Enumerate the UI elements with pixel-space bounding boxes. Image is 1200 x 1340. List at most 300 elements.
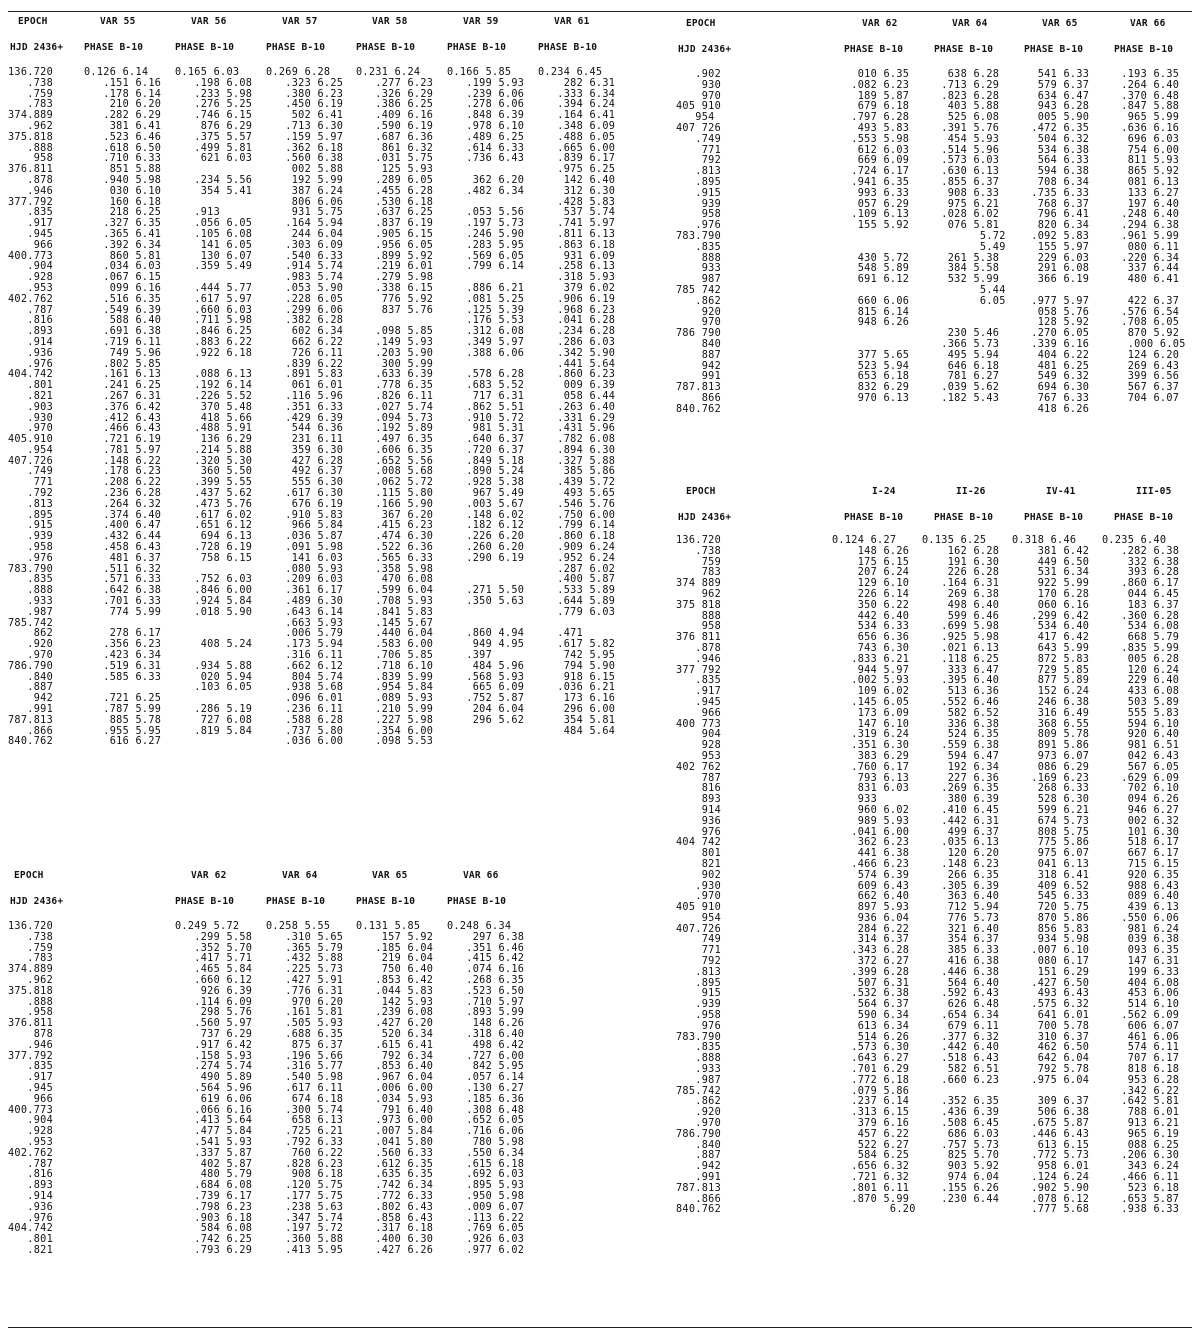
phase-mag-cell: .724 6.17	[832, 166, 910, 178]
phase-mag-cell: .902 5.90	[1012, 1182, 1090, 1194]
phase-mag-cell: 002 5.88	[266, 164, 344, 176]
phase-mag-cell: .198 6.08	[175, 77, 253, 89]
phase-mag-cell	[922, 405, 1006, 416]
phase-mag-cell: .575 6.32	[1012, 999, 1090, 1011]
phase-mag-cell: 380 6.39	[922, 794, 1000, 806]
phase-mag-cell: .585 6.33	[84, 671, 162, 683]
phase-mag-cell: 804 5.74	[266, 671, 344, 683]
epoch-cell: 402 762	[676, 761, 722, 773]
phase-mag-cell: 809 5.78	[1012, 729, 1090, 741]
phase-mag-cell: 498 6.42	[447, 1039, 525, 1051]
phase-header: PHASE B-10	[1114, 512, 1174, 523]
epoch-cell: .862	[676, 1096, 722, 1108]
epoch-cell: .970	[676, 891, 722, 903]
epoch-cell: 953	[676, 750, 722, 762]
phase-mag-cell: .837 6.19	[356, 218, 434, 230]
phase-mag-cell: 454 5.93	[922, 133, 1000, 145]
phase-mag-cell: .196 5.66	[266, 1050, 344, 1062]
phase-mag-cell: 160 6.18	[84, 196, 162, 208]
phase-mag-cell: 588 6.40	[84, 315, 162, 327]
phase-mag-cell: 913 6.21	[1102, 1118, 1180, 1130]
phase-mag-cell: 903 5.92	[922, 1161, 1000, 1173]
phase-mag-cell: .413 5.95	[266, 1244, 344, 1256]
epoch-cell: .987	[676, 1074, 722, 1086]
phase-mag-cell: 5.49	[922, 241, 1006, 253]
phase-mag-cell: .103 6.05	[175, 682, 253, 694]
phase-mag-cell: 792 6.34	[356, 1050, 434, 1062]
phase-mag-cell: .615 6.41	[356, 1039, 434, 1051]
phase-mag-cell: .148 6.22	[84, 455, 162, 467]
phase-mag-cell: .552 6.46	[922, 696, 1000, 708]
phase-mag-cell: .380 6.23	[266, 88, 344, 100]
epoch-cell: 136.720	[676, 535, 722, 546]
phase-mag-cell: .370 6.48	[1102, 90, 1180, 102]
phase-mag-cell: 337 6.44	[1102, 263, 1180, 275]
phase-mag-cell: .573 6.30	[832, 1042, 910, 1054]
epoch-cell: .787	[8, 1158, 54, 1170]
phase-mag-cell: .376 6.42	[84, 401, 162, 413]
phase-mag-cell: .446 6.43	[1012, 1128, 1090, 1140]
phase-mag-cell: .317 6.18	[356, 1223, 434, 1235]
phase-mag-cell: 794 5.90	[538, 660, 616, 672]
phase-mag-cell: .349 5.97	[447, 336, 525, 348]
phase-mag-cell: .635 6.35	[356, 1169, 434, 1181]
phase-mag-cell: 268 6.33	[1012, 783, 1090, 795]
phase-mag-cell: 818 6.18	[1102, 1064, 1180, 1076]
phase-mag-cell: 775 5.86	[1012, 837, 1090, 849]
phase-mag-cell: .508 6.45	[922, 1118, 1000, 1130]
epoch-cell: .888	[8, 585, 54, 597]
phase-mag-cell: 712 5.94	[922, 902, 1000, 914]
phase-mag-cell: 261 5.38	[922, 252, 1000, 264]
phase-mag-cell: 669 6.09	[832, 155, 910, 167]
epoch-cell: 783.790	[8, 563, 54, 575]
phase-mag-cell: 865 5.92	[1102, 166, 1180, 178]
phase-mag-cell: .826 6.11	[356, 390, 434, 402]
phase-mag-cell: .270 6.05	[1012, 328, 1090, 340]
epoch-column	[676, 536, 721, 1216]
phase-mag-cell: .423 6.34	[84, 650, 162, 662]
phase-mag-cell: 409 6.52	[1012, 880, 1090, 892]
phase-mag-cell: .636 6.16	[1102, 122, 1180, 134]
phase-mag-cell: .409 6.16	[356, 110, 434, 122]
phase-mag-cell: .559 6.38	[922, 740, 1000, 752]
phase-mag-cell: 005 5.90	[1012, 112, 1090, 124]
phase-mag-cell: .008 5.68	[356, 466, 434, 478]
phase-header: PHASE B-10	[266, 42, 326, 53]
phase-mag-cell: .799 6.14	[447, 261, 525, 273]
phase-header: PHASE B-10	[84, 42, 144, 53]
phase-mag-cell: .158 5.93	[175, 1050, 253, 1062]
phase-mag-cell: .356 6.23	[84, 639, 162, 651]
phase-mag-cell: 792 5.78	[1012, 1064, 1090, 1076]
phase-mag-cell: .067 6.15	[84, 272, 162, 284]
phase-mag-cell: .739 6.17	[175, 1190, 253, 1202]
phase-mag-cell: 811 5.93	[1102, 155, 1180, 167]
phase-mag-cell: .228 6.05	[266, 293, 344, 305]
phase-mag-cell: 142 5.93	[356, 996, 434, 1008]
phase-mag-cell: .241 6.25	[84, 380, 162, 392]
var-header: VAR 66	[1130, 18, 1166, 29]
phase-mag-cell: 694 6.30	[1012, 382, 1090, 394]
phase-mag-cell: .617 6.11	[266, 1082, 344, 1094]
phase-mag-cell: 643 5.99	[1012, 642, 1090, 654]
phase-mag-cell: .660 6.12	[175, 974, 253, 986]
epoch-cell: .801	[8, 1234, 54, 1246]
epoch-cell: 792	[676, 155, 722, 167]
phase-mag-cell: 300 5.99	[356, 358, 434, 370]
phase-mag-cell: .489 6.30	[266, 596, 344, 608]
phase-mag-cell: 269 6.38	[922, 588, 1000, 600]
phase-mag-cell: .546 5.76	[538, 498, 616, 510]
phase-mag-cell: .006 5.79	[266, 628, 344, 640]
phase-mag-cell: .683 5.52	[447, 380, 525, 392]
phase-mag-cell: .197 5.72	[266, 1223, 344, 1235]
phase-mag-cell: 191 6.30	[922, 556, 1000, 568]
phase-mag-cell: .450 6.19	[266, 99, 344, 111]
phase-mag-cell: .488 6.05	[538, 131, 616, 143]
phase-mag-cell: 564 6.37	[832, 999, 910, 1011]
phase-mag-cell: .523 6.50	[447, 985, 525, 997]
epoch-cell: .914	[8, 336, 54, 348]
phase-mag-cell: .313 6.15	[832, 1107, 910, 1119]
epoch-cell: 787.813	[676, 382, 722, 394]
phase-mag-cell: 694 6.13	[175, 531, 253, 543]
epoch-cell: .888	[8, 996, 54, 1008]
epoch-cell: .946	[8, 1039, 54, 1051]
phase-mag-cell: .823 6.28	[922, 90, 1000, 102]
epoch-cell: .976	[8, 358, 54, 370]
phase-mag-cell	[922, 1205, 999, 1216]
phase-mag-cell: 061 6.01	[266, 380, 344, 392]
phase-mag-cell: 197 6.40	[1102, 198, 1180, 210]
phase-mag-cell: .787 5.99	[84, 704, 162, 716]
phase-mag-cell: 891 5.86	[1012, 740, 1090, 752]
epoch-cell: .887	[676, 1150, 722, 1162]
phase-mag-cell: .148 6.23	[922, 858, 1000, 870]
phase-mag-cell: .737 5.80	[266, 725, 344, 737]
phase-mag-cell: .002 5.93	[832, 675, 910, 687]
phase-mag-cell: .746 6.15	[175, 110, 253, 122]
phase-mag-cell: .781 5.97	[84, 444, 162, 456]
phase-mag-cell: 379 6.16	[832, 1118, 910, 1130]
phase-mag-cell: .343 6.28	[832, 945, 910, 957]
phase-mag-cell: .550 6.34	[447, 1147, 525, 1159]
phase-mag-cell: .615 6.18	[447, 1158, 525, 1170]
phase-mag-cell: .021 6.13	[922, 642, 1000, 654]
phase-mag-cell: 908 6.18	[266, 1169, 344, 1181]
phase-mag-cell: .565 6.33	[356, 552, 434, 564]
phase-mag-cell: .338 6.15	[356, 282, 434, 294]
epoch-header: EPOCH	[18, 16, 48, 27]
phase-mag-cell: 965 6.19	[1102, 1128, 1180, 1140]
phase-mag-cell: .410 6.45	[922, 804, 1000, 816]
phase-mag-cell: 0.231 6.24	[356, 67, 421, 78]
phase-mag-cell: 720 5.75	[1012, 902, 1090, 914]
phase-mag-cell: 009 6.39	[538, 380, 616, 392]
phase-mag-cell: 129 6.10	[832, 578, 910, 590]
phase-mag-cell: .910 5.83	[266, 509, 344, 521]
phase-mag-cell: .846 6.25	[175, 326, 253, 338]
phase-mag-cell: 296 6.00	[538, 704, 616, 716]
phase-mag-cell: .206 6.30	[1102, 1150, 1180, 1162]
phase-mag-cell: .267 6.31	[84, 390, 162, 402]
epoch-cell: .840	[676, 1139, 722, 1151]
phase-mag-cell: .118 6.25	[922, 653, 1000, 665]
phase-mag-cell: 427 6.28	[266, 455, 344, 467]
epoch-cell: 404.742	[8, 369, 54, 381]
phase-mag-cell: 297 6.38	[447, 931, 525, 943]
phase-mag-cell: 318 6.41	[1012, 869, 1090, 881]
data-column	[832, 70, 909, 416]
phase-mag-cell: 958 6.01	[1012, 1161, 1090, 1173]
var-header: VAR 62	[191, 870, 227, 881]
phase-mag-cell: 702 6.10	[1102, 783, 1180, 795]
phase-mag-cell: 707 6.17	[1102, 1053, 1180, 1065]
phase-mag-cell: 567 6.05	[1102, 761, 1180, 773]
phase-mag-cell: .299 5.58	[175, 931, 253, 943]
epoch-cell: 374.889	[8, 110, 54, 122]
epoch-cell: .920	[676, 1107, 722, 1119]
phase-mag-cell: 151 6.29	[1012, 966, 1090, 978]
phase-mag-cell: .035 6.13	[922, 837, 1000, 849]
phase-mag-cell	[1102, 405, 1186, 416]
phase-mag-cell: .540 6.33	[266, 250, 344, 262]
phase-mag-cell: .523 6.46	[84, 131, 162, 143]
phase-mag-cell: 613 6.15	[1012, 1139, 1090, 1151]
phase-mag-cell: .499 5.81	[175, 142, 253, 154]
phase-mag-cell: .772 6.18	[832, 1074, 910, 1086]
phase-mag-cell: 832 6.29	[832, 382, 910, 394]
epoch-cell: 888	[676, 610, 722, 622]
phase-mag-cell: 676 6.19	[266, 498, 344, 510]
phase-mag-cell: .614 6.33	[447, 142, 525, 154]
phase-mag-cell: 791 6.40	[356, 1104, 434, 1116]
phase-mag-cell: 109 6.02	[832, 686, 910, 698]
phase-mag-cell: .488 5.91	[175, 423, 253, 435]
phase-mag-cell: .530 6.18	[356, 196, 434, 208]
phase-mag-cell: .400 6.47	[84, 520, 162, 532]
phase-mag-cell: .176 5.53	[447, 315, 525, 327]
phase-mag-cell: 715 6.15	[1102, 858, 1180, 870]
epoch-cell: 136.720	[8, 921, 54, 932]
phase-mag-cell: 041 6.13	[1012, 858, 1090, 870]
phase-mag-cell: .590 6.19	[356, 120, 434, 132]
phase-mag-cell: .442 6.31	[922, 815, 1000, 827]
phase-mag-cell: 0.126 6.14	[84, 67, 149, 78]
phase-mag-cell: 534 6.08	[1102, 621, 1180, 633]
phase-mag-cell: 058 6.44	[538, 390, 616, 402]
phase-mag-cell: .553 5.98	[832, 133, 910, 145]
data-column	[1012, 536, 1089, 1216]
phase-mag-cell: .516 6.35	[84, 293, 162, 305]
phase-mag-cell: .268 6.35	[447, 974, 525, 986]
phase-mag-cell: .248 6.40	[1102, 209, 1180, 221]
data-column	[922, 70, 1006, 416]
var-header: VAR 59	[463, 16, 499, 27]
epoch-cell: .813	[8, 498, 54, 510]
phase-mag-cell: .846 6.00	[175, 585, 253, 597]
phase-header: PHASE B-10	[356, 896, 416, 907]
phase-mag-cell: 010 6.35	[832, 69, 910, 80]
phase-mag-cell: .776 6.31	[266, 985, 344, 997]
epoch-cell: .738	[676, 545, 722, 557]
phase-mag-cell: 030 6.10	[84, 185, 162, 197]
phase-mag-cell: .961 5.99	[1102, 230, 1180, 242]
phase-mag-cell: .429 6.39	[266, 412, 344, 424]
phase-mag-cell: .081 5.25	[447, 293, 525, 305]
epoch-cell: 966	[676, 707, 722, 719]
phase-mag-cell: 0.235 6.40	[1102, 535, 1167, 546]
phase-mag-cell: 457 6.22	[832, 1128, 910, 1140]
phase-mag-cell: 226 6.28	[922, 567, 1000, 579]
epoch-column	[676, 70, 721, 416]
phase-mag-cell: .617 5.82	[538, 639, 616, 651]
phase-mag-cell: .027 5.74	[356, 401, 434, 413]
epoch-cell: .939	[676, 999, 722, 1011]
epoch-cell: 405.910	[8, 434, 54, 446]
phase-mag-cell: 825 5.70	[922, 1150, 1000, 1162]
epoch-cell: 374.889	[8, 964, 54, 976]
phase-mag-cell: .660 6.23	[922, 1074, 1000, 1086]
phase-mag-cell: .606 6.35	[356, 444, 434, 456]
phase-mag-cell: 758 6.15	[175, 552, 253, 564]
phase-mag-cell: .802 6.43	[356, 1201, 434, 1213]
phase-mag-cell: .327 6.35	[84, 218, 162, 230]
phase-mag-cell: 207 6.24	[832, 567, 910, 579]
phase-mag-cell: .000 6.05	[1102, 338, 1186, 350]
epoch-cell: .917	[676, 686, 722, 698]
phase-mag-cell: 918 6.15	[538, 671, 616, 683]
var-header: VAR 66	[463, 870, 499, 881]
phase-mag-cell: .287 6.02	[538, 563, 616, 575]
phase-mag-cell: 875 6.37	[266, 1039, 344, 1051]
phase-mag-cell: 815 6.14	[832, 306, 910, 318]
phase-header: PHASE B-10	[844, 44, 904, 55]
phase-mag-cell: .098 5.85	[356, 326, 434, 338]
epoch-cell: 966	[8, 1093, 54, 1105]
phase-mag-cell: .699 5.98	[922, 621, 1000, 633]
phase-mag-cell: 136 6.29	[175, 434, 253, 446]
epoch-cell: .942	[676, 1161, 722, 1173]
epoch-cell: .970	[8, 650, 54, 662]
phase-mag-cell: .533 5.89	[538, 585, 616, 597]
phase-mag-cell: .263 6.40	[538, 401, 616, 413]
phase-mag-cell: 402 5.87	[175, 1158, 253, 1170]
phase-mag-cell: .286 5.19	[175, 704, 253, 716]
epoch-cell: 840	[676, 338, 722, 350]
phase-mag-cell: 6.05	[922, 295, 1006, 307]
epoch-cell: 888	[676, 252, 722, 264]
phase-mag-cell: 442 6.40	[832, 610, 910, 622]
phase-mag-cell: .782 6.08	[538, 434, 616, 446]
phase-mag-cell: .713 6.29	[922, 79, 1000, 91]
phase-mag-cell: 626 6.48	[922, 999, 1000, 1011]
epoch-cell: 400.773	[8, 1104, 54, 1116]
phase-mag-cell: .041 6.28	[538, 315, 616, 327]
epoch-cell: .866	[8, 725, 54, 737]
phase-mag-cell: 507 6.31	[832, 977, 910, 989]
epoch-cell: 914	[676, 804, 722, 816]
phase-mag-cell: 970 6.13	[832, 392, 910, 404]
epoch-cell: 920	[676, 306, 722, 318]
phase-mag-cell: .891 5.83	[266, 369, 344, 381]
phase-mag-cell: 162 6.28	[922, 545, 1000, 557]
phase-mag-cell: 582 6.52	[922, 707, 1000, 719]
phase-mag-cell: 584 6.25	[832, 1150, 910, 1162]
phase-mag-cell: 403 5.88	[922, 101, 1000, 113]
phase-mag-cell: .342 6.22	[1102, 1085, 1180, 1097]
phase-mag-cell: 081 6.13	[1102, 176, 1180, 188]
phase-mag-cell: .392 6.34	[84, 239, 162, 251]
phase-mag-cell: .148 6.02	[447, 509, 525, 521]
phase-mag-cell: .361 6.17	[266, 585, 344, 597]
phase-mag-cell: 870 5.86	[1012, 912, 1090, 924]
phase-mag-cell: 142 6.40	[538, 174, 616, 186]
phase-mag-cell: 088 6.25	[1102, 1139, 1180, 1151]
phase-mag-cell: .428 5.83	[538, 196, 616, 208]
phase-mag-cell: 993 6.33	[832, 187, 910, 199]
phase-mag-cell: 0.166 5.85	[447, 67, 512, 78]
phase-mag-cell: 793 6.13	[832, 772, 910, 784]
epoch-cell: .945	[8, 228, 54, 240]
phase-mag-cell: 493 5.65	[538, 488, 616, 500]
phase-mag-cell: .701 6.29	[832, 1064, 910, 1076]
phase-mag-cell	[832, 232, 909, 243]
epoch-cell: 936	[676, 815, 722, 827]
phase-mag-cell: 531 6.34	[1012, 567, 1090, 579]
phase-mag-cell: .811 6.13	[538, 228, 616, 240]
epoch-cell: .904	[8, 1115, 54, 1127]
epoch-cell: .976	[8, 552, 54, 564]
phase-mag-cell: 155 5.92	[832, 220, 910, 232]
phase-mag-cell: 5.44	[922, 284, 1006, 296]
epoch-cell: .930	[676, 880, 722, 892]
phase-mag-cell: .239 6.06	[447, 88, 525, 100]
phase-mag-cell	[922, 308, 1006, 319]
phase-mag-cell: .727 6.00	[447, 1050, 525, 1062]
phase-mag-cell: 796 6.41	[1012, 209, 1090, 221]
phase-mag-cell: .617 5.97	[175, 293, 253, 305]
phase-mag-cell: .258 6.13	[538, 261, 616, 273]
epoch-cell: .835	[676, 675, 722, 687]
epoch-cell: 893	[676, 794, 722, 806]
phase-mag-cell: 522 6.27	[832, 1139, 910, 1151]
phase-mag-cell: .399 5.55	[175, 477, 253, 489]
phase-mag-cell	[447, 737, 524, 748]
phase-mag-cell: 354 6.37	[922, 934, 1000, 946]
epoch-cell: .945	[676, 696, 722, 708]
phase-mag-cell: .514 5.96	[922, 144, 1000, 156]
phase-mag-cell: 567 6.37	[1102, 382, 1180, 394]
phase-mag-cell: 147 6.31	[1102, 956, 1180, 968]
phase-mag-cell: .903 6.18	[175, 1212, 253, 1224]
epoch-cell: 840.762	[676, 403, 722, 415]
phase-mag-cell: .617 6.30	[266, 488, 344, 500]
epoch-column	[8, 922, 53, 1257]
phase-mag-cell: .437 5.62	[175, 488, 253, 500]
phase-mag-cell: .578 6.28	[447, 369, 525, 381]
epoch-cell: .987	[8, 606, 54, 618]
var-header: I-24	[872, 486, 896, 497]
epoch-cell: .792	[8, 488, 54, 500]
epoch-cell: 786 790	[676, 328, 722, 340]
phase-mag-cell: 768 6.37	[1012, 198, 1090, 210]
phase-mag-cell: .199 5.93	[447, 77, 525, 89]
epoch-cell: .783	[8, 953, 54, 965]
var-header: VAR 62	[862, 18, 898, 29]
phase-mag-cell: 383 6.29	[832, 750, 910, 762]
